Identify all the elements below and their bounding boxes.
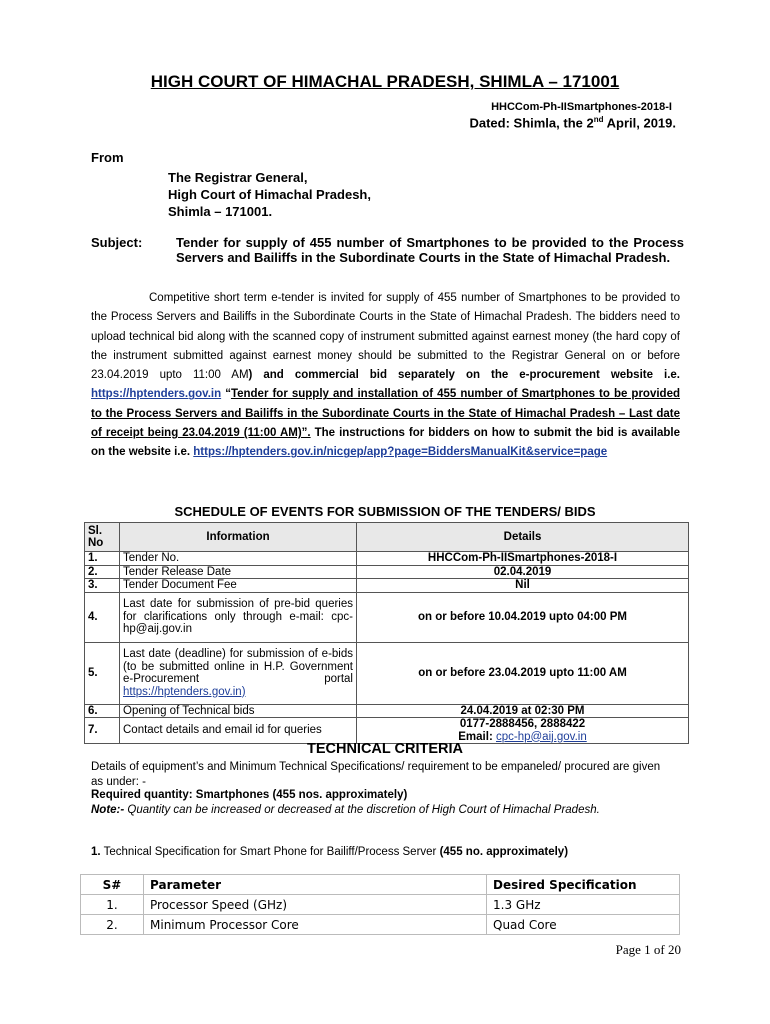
row-param: Processor Speed (GHz) [144,895,487,915]
schedule-table [84,522,689,744]
dated-prefix: Dated: Shimla, the 2 [469,115,594,131]
row-info: Contact details and email id for queries [120,718,357,744]
row-no: 6. [85,704,120,718]
row-param: Minimum Processor Core [144,915,487,935]
note-text: Quantity can be increased or decreased at the discretion of High Court of Himachal Pradesh. [124,804,600,816]
tender-title-quote: Tender for supply and installation of 455 number of Smartphones to be provided to the Process Servers and Bailiffs in the Subordinate Courts in the State of Himachal Pradesh – Last date of receipt being 23.04.2019 (11:00 AM)”. [91,388,680,440]
row-info: Tender Document Fee [120,579,357,593]
reference-number: HHCCom-Ph-IISmartphones-2018-I [491,101,672,113]
col-sn: S# [81,875,144,895]
body-intro: Competitive short term e-tender is invited for supply of 455 number of Smartphones to be provided to the Process Servers and Bailiffs in the Subordinate Courts in the State of Himachal Pradesh. The bidders need to upload technical bid along with the scanned copy of instrument submitted against earnest money (the hard copy of the instrument submitted against earnest money should be submitted to the Registrar General on or before 23.04.2019 upto 11:00 AM [91,292,680,382]
row-sn: 1. [81,895,144,915]
row-no: 4. [85,592,120,642]
row-spec: Quad Core [487,915,680,935]
subject-label: Subject: [91,235,143,250]
spec-table [80,874,680,935]
row-details: Nil [357,579,689,593]
instructions-text: The instructions for bidders on how to submit the bid is available on the website i.e. [91,427,680,459]
note-label: Note:- [91,804,125,816]
row-info-text: Last date (deadline) for submission of e-bids (to be submitted online in H.P. Government e-Procurement portal [123,648,353,685]
table-row [85,718,689,744]
spec-heading [91,846,568,858]
hptenders-link[interactable]: https://hptenders.gov.in [91,388,222,401]
row-details: on or before 10.04.2019 upto 04:00 PM [357,592,689,642]
table-row [85,565,689,579]
table-row [85,579,689,593]
from-line-2: High Court of Himachal Pradesh, [168,187,371,202]
required-quantity: Required quantity: Smartphones (455 nos. approximately) [91,789,408,801]
row-info: Tender No. [120,552,357,566]
dated-suffix: April, 2019. [603,115,676,131]
row-no: 3. [85,579,120,593]
quantity-note [91,803,666,818]
row-info: Last date for submission of pre-bid queries for clarifications only through e-mail: cpc-hp@aij.gov.in [120,592,357,642]
row-no: 7. [85,718,120,744]
table-row [81,895,680,915]
col-information: Information [120,523,357,552]
spec-header-row [81,875,680,895]
row-details: HHCCom-Ph-IISmartphones-2018-I [357,552,689,566]
schedule-title: SCHEDULE OF EVENTS FOR SUBMISSION OF THE TENDERS/ BIDS [174,504,596,519]
spec-heading-text: Technical Specification for Smart Phone for Bailiff/Process Server [100,846,440,858]
from-address [168,169,371,220]
spec-heading-qty: (455 no. approximately) [439,846,569,858]
row-info: Tender Release Date [120,565,357,579]
body-paragraph [91,289,680,463]
document-title: HIGH COURT OF HIMACHAL PRADESH, SHIMLA – 171001 [150,72,620,91]
table-row [81,915,680,935]
row-details: on or before 23.04.2019 upto 11:00 AM [357,642,689,704]
row-no: 2. [85,565,120,579]
col-details: Details [357,523,689,552]
from-line-1: The Registrar General, [168,170,308,185]
spec-number: 1. [91,846,101,858]
quote-open: “ [225,388,231,401]
body-intro-tail: ) and commercial bid separately on the e-procurement website i.e. [248,369,680,382]
table-row [85,592,689,642]
document-date [469,115,676,130]
col-parameter: Parameter [144,875,487,895]
page-number: Page 1 of 20 [615,942,681,957]
subject-text: Tender for supply of 455 number of Smartphones to be provided to the Process Servers and Bailiffs in the Subordinate Courts in the State of Himachal Pradesh. [176,235,684,265]
portal-link[interactable]: https://hptenders.gov.in) [123,685,246,698]
email-link[interactable]: cpc-hp@aij.gov.in [495,730,587,743]
from-line-3: Shimla – 171001. [168,204,273,219]
row-no: 5. [85,642,120,704]
row-no: 1. [85,552,120,566]
dated-sup: nd [593,115,604,124]
col-sl-no: Sl. No [85,523,120,552]
row-details: 24.04.2019 at 02:30 PM [357,704,689,718]
table-row [85,642,689,704]
technical-criteria-title: TECHNICAL CRITERIA [306,741,463,757]
schedule-header-row [85,523,689,552]
row-details [357,718,689,744]
email-label: Email: [458,730,496,743]
row-sn: 2. [81,915,144,935]
row-spec: 1.3 GHz [487,895,680,915]
contact-phone: 0177-2888456, 2888422 [459,718,586,730]
technical-description: Details of equipment’s and Minimum Technical Specifications/ requirement to be empaneled/ procured are given as under: - [91,761,661,788]
table-row [85,704,689,718]
col-desired-spec: Desired Specification [487,875,680,895]
row-details: 02.04.2019 [357,565,689,579]
bidders-manual-link[interactable]: https://hptenders.gov.in/nicgep/app?page=BiddersManualKit&service=page [193,446,608,459]
table-row [85,552,689,566]
from-label: From [91,150,124,165]
row-info: Opening of Technical bids [120,704,357,718]
row-info [120,642,357,704]
